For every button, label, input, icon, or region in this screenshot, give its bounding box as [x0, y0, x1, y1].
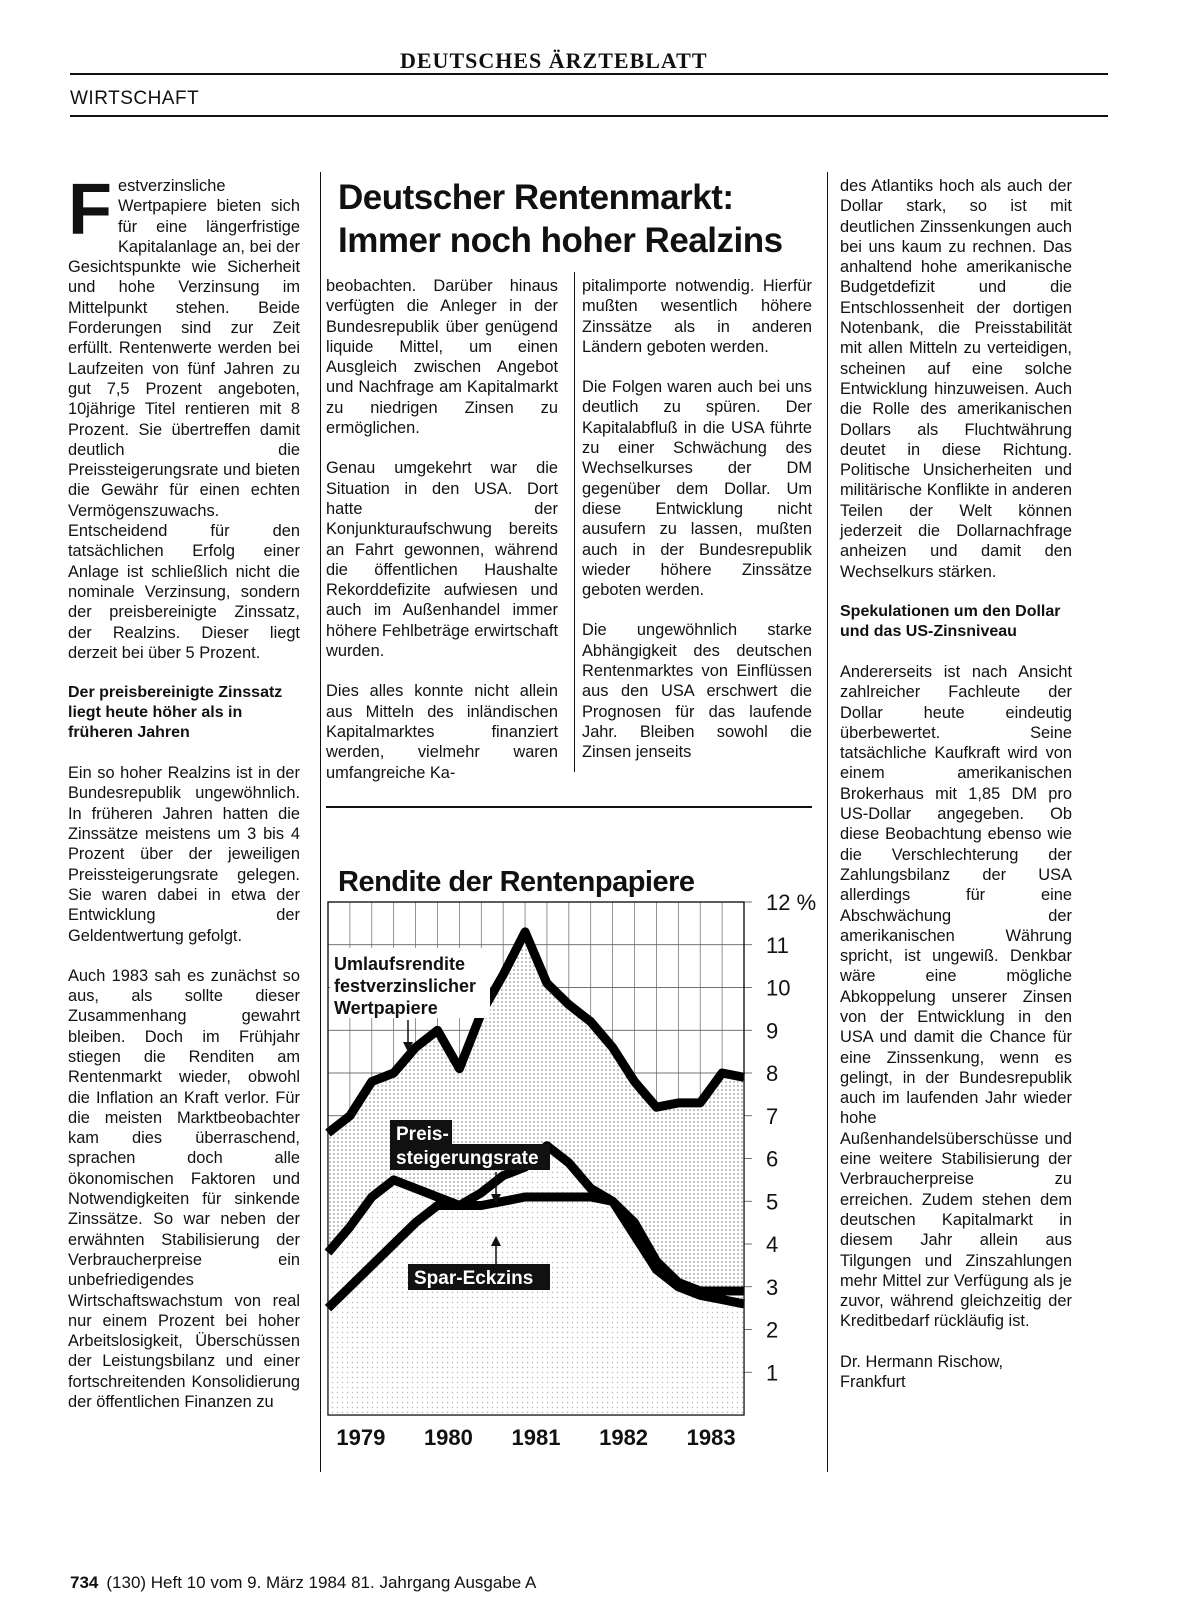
column-divider: [574, 272, 575, 772]
subheading: Der preisbereinigte Zinssatz liegt heute höher als in früheren Jahren: [68, 684, 283, 742]
y-tick-label: 9: [766, 1018, 779, 1044]
paragraph: Auch 1983 sah es zunächst so aus, als sollte dieser Zusammenhang gewahrt bleiben. Doch im Frühjahr stiegen die Renditen am Rentenmarkt wieder, obwohl die Inflation an Kraft verlor. Für die meisten Marktbeobachter kam dies überraschend, sprachen doch alle ökonomischen Faktoren und Notwendigkeiten für sinkende Zinssätze. So war neben der erwähnten Stabilisierung der Verbraucherpreise ein unbefriedigendes Wirtschaftswachstum von real nur einem Prozent bei hoher Arbeitslosigkeit, Überschüssen der Leistungsbilanz und einer fortschreitenden Konsolidierung der öffentlichen Finanzen zu: [68, 966, 300, 1412]
y-tick-label: 10: [766, 975, 791, 1001]
drop-cap: F: [68, 170, 112, 250]
paragraph: des Atlantiks hoch als auch der Dollar stark, so ist mit deutlichen Zinssenkungen auch bei uns kaum zu rechnen. Das anhaltend hohe amerikanische Budgetdefizit und die Entschlossenheit der dortigen Notenbank, die Preisstabilität mit allen Mitteln zu verteidigen, scheinen auf eine solche Entwicklung hinzuweisen. Auch die Rolle des amerikanischen Dollars als Fluchtwährung deutet in diese Richtung. Politische Unsicherheiten und militärische Konflikte in anderen Teilen der Welt können jederzeit die Dollarnachfrage anheizen und damit den Wechselkurs stärken.: [840, 177, 1072, 581]
paragraph: Genau umgekehrt war die Situation in den USA. Dort hatte der Konjunkturaufschwung bereits an Fahrt gewonnen, während die öffentlichen Haushalte Rekorddefizite aufwiesen und auch im Außenhandel immer höhere Fehlbeträge erwirtschaft wurden.: [326, 459, 558, 661]
article-column-2: [326, 276, 558, 803]
y-tick-label: 12 %: [766, 890, 817, 915]
paragraph: Andererseits ist nach Ansicht zahlreicher Fachleute der Dollar heute eindeutig überbewertet. Seine tatsächliche Kaufkraft wird von einem amerikanischen Brokerhaus mit 1,85 DM pro US-Dollar angegeben. Ob diese Beobachtung ebenso wie die Verschlechterung der Zahlungsbilanz der USA allerdings für eine Abschwächung der amerikanischen Währung spricht, ist ungewiß. Denkbar wäre eine mögliche Abkoppelung unserer Zinsen von der Entwicklung in den USA und damit die Chance für eine Zinssenkung, wenn es gelingt, in der Bundesrepublik auch im laufenden Jahr wieder hohe Außenhandelsüberschüsse und eine weitere Stabilisierung der Verbraucherpreise zu erreichen. Zudem stehen dem deutschen Kapitalmarkt in diesem Jahr allein aus Tilgungen und Zinszahlungen mehr Mittel zur Verfügung als je zuvor, während gleichzeitig der Kreditbedarf rückläufig ist.: [840, 662, 1072, 1331]
series-label-umlaufsrendite: festverzinslicher: [334, 976, 477, 996]
author: Dr. Hermann Rischow,: [840, 1352, 1004, 1371]
series-label-umlaufsrendite: Umlaufsrendite: [334, 954, 466, 974]
x-tick-label: 1980: [423, 1425, 473, 1450]
footer: [70, 1573, 536, 1593]
article-column-4: [840, 176, 1072, 1392]
article-column-1: [68, 170, 300, 1432]
y-tick-label: 4: [766, 1232, 779, 1257]
chart-title: Rendite der Rentenpapiere: [338, 866, 695, 898]
series-label-preissteigerungsrate: steigerungsrate: [396, 1148, 539, 1169]
x-tick-label: 1981: [511, 1425, 561, 1450]
article-column-3: [582, 276, 812, 783]
x-tick-label: 1979: [336, 1425, 386, 1450]
y-tick-label: 6: [766, 1146, 779, 1172]
paragraph: pitalimporte notwendig. Hierfür mußten wesentlich höhere Zinssätze als in anderen Ländern geboten werden.: [582, 277, 812, 356]
paragraph: Festverzinsliche Wertpapiere bieten sich für eine längerfristige Kapitalanlage an, bei der Gesichtspunkte wie Sicherheit und hohe Verzinsung im Mittelpunkt stehen. Beide Forderungen sind zur Zeit erfüllt. Rentenwerte werden bei Laufzeiten von fünf Jahren zu gut 7,5 Prozent angeboten, 10jährige Titel rentieren mit 8 Prozent. Sie übertreffen damit deutlich die Preissteigerungsrate und bieten die Gewähr für einen echten Vermögenszuwachs. Entscheidend für den tatsächlichen Erfolg einer Anlage ist schließlich nicht die nominale Verzinsung, sondern der preisbereinigte Zinssatz, der Realzins. Dieser liegt derzeit bei über 5 Prozent.: [68, 170, 300, 662]
series-label-preissteigerungsrate: Preis-: [396, 1124, 449, 1145]
y-tick-label: 2: [766, 1317, 779, 1343]
paragraph: beobachten. Darüber hinaus verfügten die Anleger in der Bundesrepublik über genügend liquide Mittel, um einen Ausgleich zwischen Angebot und Nachfrage am Kapitalmarkt zu niedrigen Zinsen zu ermöglichen.: [326, 277, 558, 438]
headline-line-1: Deutscher Rentenmarkt:: [338, 178, 734, 217]
paragraph: Die ungewöhnlich starke Abhängigkeit des deutschen Rentenmarktes von Einflüssen aus den USA erschwert die Prognosen für das laufende Jahr. Bleiben sowohl die Zinsen jenseits: [582, 621, 812, 762]
chart-top-rule: [326, 806, 812, 808]
paragraph: Dies alles konnte nicht allein aus Mitteln des inländischen Kapitalmarktes finanziert werden, vielmehr waren umfangreiche Ka-: [326, 682, 558, 782]
yield-chart: [320, 880, 825, 1475]
y-tick-label: 5: [766, 1189, 779, 1215]
y-tick-label: 1: [766, 1360, 779, 1386]
section-rule: [70, 115, 1108, 117]
y-tick-label: 3: [766, 1274, 779, 1300]
x-tick-label: 1982: [599, 1425, 649, 1450]
headline-line-2: Immer noch hoher Realzins: [338, 221, 783, 260]
masthead: DEUTSCHES ÄRZTEBLATT: [400, 48, 708, 73]
x-tick-label: 1983: [686, 1425, 736, 1450]
series-label-spar-eckzins: Spar-Eckzins: [414, 1268, 534, 1289]
section-label: WIRTSCHAFT: [70, 88, 200, 109]
paragraph: Die Folgen waren auch bei uns deutlich zu spüren. Der Kapitalabfluß in die USA führte zu einer Schwächung des Wechselkurses der DM gegenüber dem Dollar. Um diese Entwicklung nicht ausufern zu lassen, mußten auch in der Bundesrepublik wieder höhere Zinssätze geboten werden.: [582, 378, 812, 600]
masthead-rule: [70, 73, 1108, 75]
y-tick-label: 7: [766, 1103, 779, 1129]
author-city: Frankfurt: [840, 1373, 906, 1392]
y-tick-label: 8: [766, 1061, 779, 1086]
series-label-umlaufsrendite: Wertpapiere: [334, 998, 438, 1018]
y-tick-label: 11: [766, 932, 789, 958]
column-divider: [827, 172, 828, 1472]
page-number: 734: [70, 1573, 99, 1592]
issue-info: (130) Heft 10 vom 9. März 1984 81. Jahrgang Ausgabe A: [106, 1573, 537, 1592]
subheading: Spekulationen um den Dollar und das US-Zinsniveau: [840, 602, 1061, 640]
headline: [338, 176, 848, 262]
paragraph: Ein so hoher Realzins ist in der Bundesrepublik ungewöhnlich. In früheren Jahren hatten die Zinssätze meistens um 3 bis 4 Prozent über der jeweiligen Preissteigerungsrate gelegen. Sie waren dabei in etwa der Entwicklung der Geldentwertung gefolgt.: [68, 764, 300, 945]
